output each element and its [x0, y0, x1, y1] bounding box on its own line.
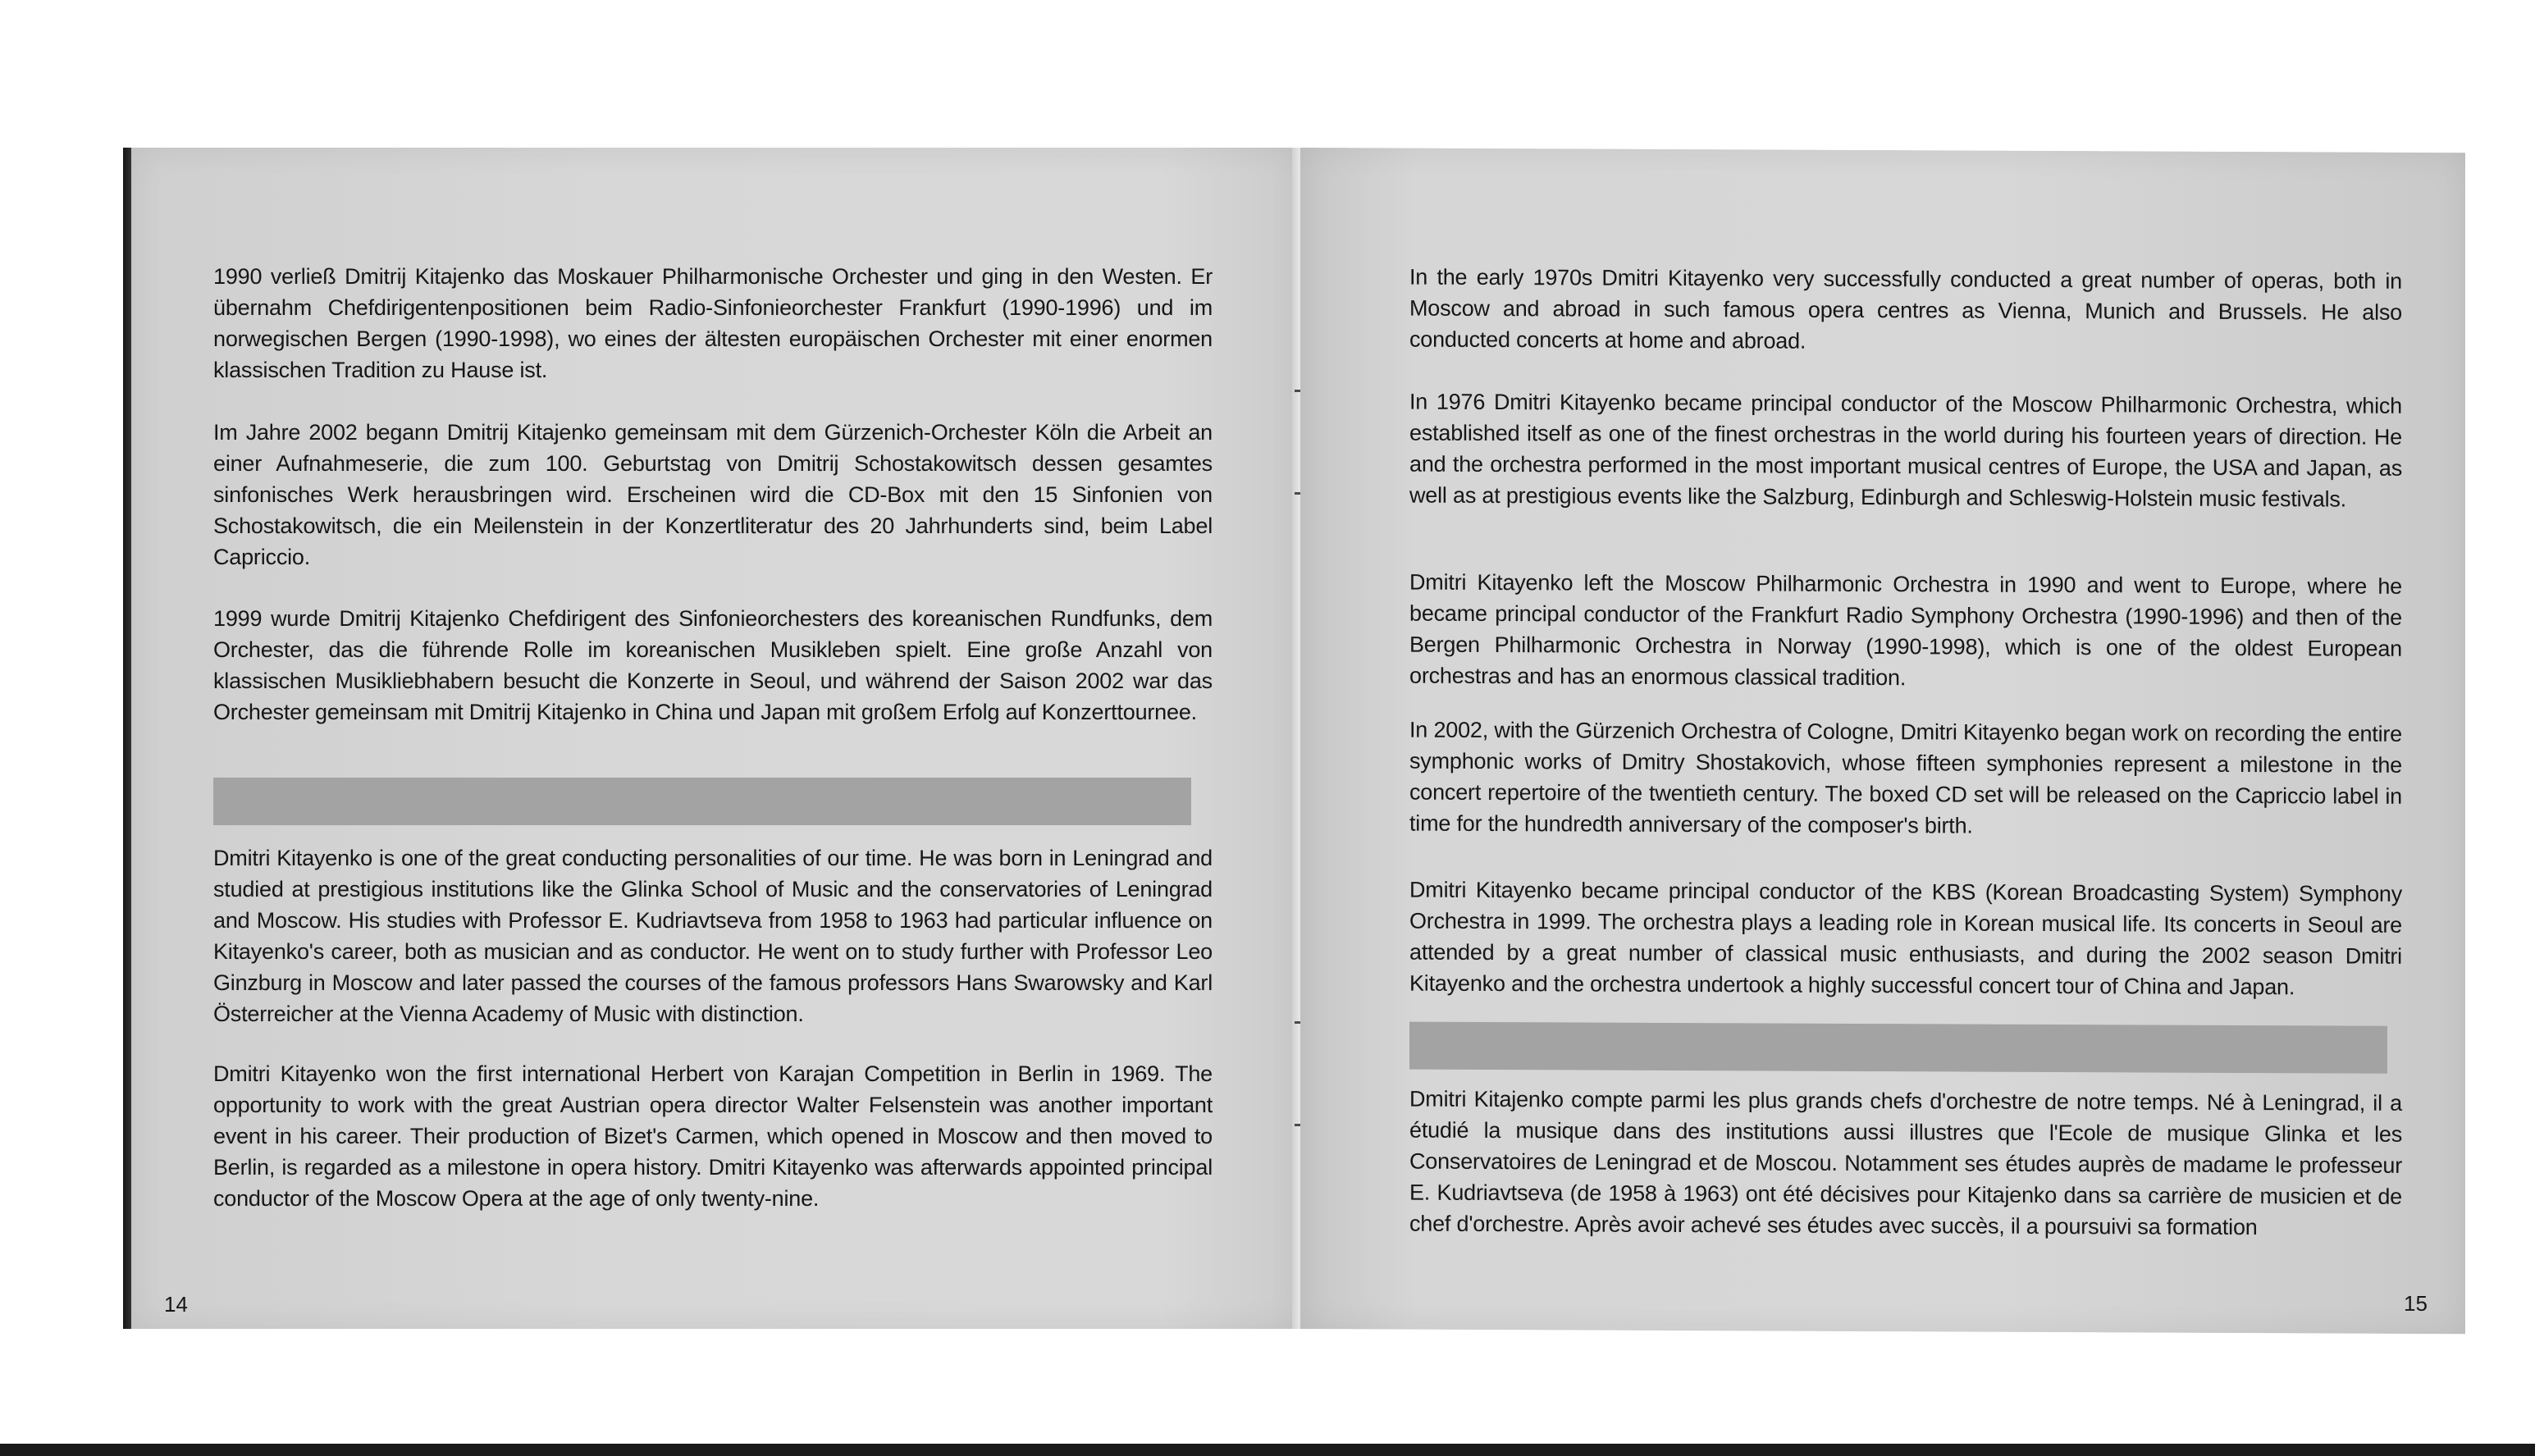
left-paragraph-2: Im Jahre 2002 begann Dmitrij Kitajenko gemeinsam mit dem Gürzenich-Orchester Köln die Arbeit an einer Aufnahmeserie, die zum 100. Geburtstag von Dmitrij Schostakowitsch dessen gesamtes sinfonisches Werk herausbringen wird. Erscheinen wird die CD-Box mit den 15 Sinfonien von Schostakowitsch, die ein Meilenstein in der Konzertliteratur des 20 Jahrhunderts sind, beim Label Capriccio. — [213, 420, 1213, 569]
left-paragraph-5: Dmitri Kitayenko won the first international Herbert von Karajan Competition in Berlin in 1969. The opportunity to work with the great Austrian opera director Walter Felsenstein was another important event in his career. Their production of Bizet's Carmen, which opened in Moscow and then moved to Berlin, is regarded as a milestone in opera history. Dmitri Kitayenko was afterwards appointed principal conductor of the Moscow Opera at the age of only twenty-nine. — [213, 1061, 1213, 1211]
page-number-right: 15 — [2404, 1290, 2428, 1316]
left-page — [131, 148, 1300, 1329]
right-paragraph-6: Dmitri Kitajenko compte parmi les plus grands chefs d'orchestre de notre temps. Né à Leningrad, il a étudié la musique dans des institutions aussi illustres que l'Ecole de musique Glinka et les Conservatoires de Leningrad et de Moscou. Notamment ses études auprès de madame le professeur E. Kudriavtseva (de 1958 à 1963) ont été décisives pour Kitajenko dans sa carrière de musicien et de chef d'orchestre. Après avoir achevé ses études avec succès, il a poursuivi sa formation — [1409, 1086, 2402, 1240]
right-paragraph-4: In 2002, with the Gürzenich Orchestra of Cologne, Dmitri Kitayenko began work on recording the entire symphonic works of Dmitry Shostakovich, whose fifteen symphonies represent a milestone in the concert repertoire of the twentieth century. The boxed CD set will be released on the Capriccio label in time for the hundredth anniversary of the composer's birth. — [1409, 717, 2402, 838]
section-heading-bar — [213, 778, 1191, 825]
section-heading-bar — [1409, 1022, 2387, 1074]
right-paragraph-3: Dmitri Kitayenko left the Moscow Philharmonic Orchestra in 1990 and went to Europe, where he became principal conductor of the Frankfurt Radio Symphony Orchestra (1990-1996) and then of the Bergen Philharmonic Orchestra in Norway (1990-1998), which is one of the oldest European orchestras and has an enormous classical tradition. — [1409, 569, 2402, 691]
left-paragraph-4: Dmitri Kitayenko is one of the great conducting personalities of our time. He was born in Leningrad and studied at prestigious institutions like the Glinka School of Music and the conservatories of Leningrad and Moscow. His studies with Professor E. Kudriavtseva from 1958 to 1963 had particular influence on Kitayenko's career, both as musician and as conductor. He went on to study further with Professor Leo Ginzburg in Moscow and later passed the courses of the famous professors Hans Swarowsky and Karl Österreicher at the Vienna Academy of Music with distinction. — [213, 846, 1213, 1026]
right-page — [1300, 148, 2465, 1334]
scanner-edge — [0, 1444, 2535, 1456]
right-paragraph-2: In 1976 Dmitri Kitayenko became principal conductor of the Moscow Philharmonic Orchestra, which established itself as one of the finest orchestras in the world during his fourteen years of direction. He and the orchestra performed in the most important musical centres of Europe, the USA and Japan, as well as at prestigious events like the Salzburg, Edinburgh and Schleswig-Holstein music festivals. — [1409, 389, 2402, 512]
right-paragraph-1: In the early 1970s Dmitri Kitayenko very successfully conducted a great number of operas, both in Moscow and abroad in such famous opera centres as Vienna, Munich and Brussels. He also conducted concerts at home and abroad. — [1409, 264, 2402, 354]
left-paragraph-3: 1999 wurde Dmitrij Kitajenko Chefdirigent des Sinfonieorchesters des koreanischen Rundfunks, dem Orchester, das die führende Rolle im koreanischen Musikleben spielt. Eine große Anzahl von klassischen Musikliebhabern besucht die Konzerte in Seoul, und während der Saison 2002 war das Orchester gemeinsam mit Dmitrij Kitajenko in China und Japan mit großem Erfolg auf Konzerttournee. — [213, 606, 1213, 724]
page-number-left: 14 — [164, 1292, 188, 1317]
left-paragraph-1: 1990 verließ Dmitrij Kitajenko das Moskauer Philharmonische Orchester und ging in den Westen. Er übernahm Chefdirigentenpositionen beim Radio-Sinfonieorchester Frankfurt (1990-1996) und im norwegischen Bergen (1990-1998), wo eines der ältesten europäischen Orchester mit einer enormen klassischen Tradition zu Hause ist. — [213, 264, 1213, 382]
right-paragraph-5: Dmitri Kitayenko became principal conductor of the KBS (Korean Broadcasting System) Symphony Orchestra in 1999. The orchestra plays a leading role in Korean musical life. Its concerts in Seoul are attended by a great number of classical music enthusiasts, and during the 2002 season Dmitri Kitayenko and the orchestra undertook a highly successful concert tour of China and Japan. — [1409, 877, 2402, 1000]
